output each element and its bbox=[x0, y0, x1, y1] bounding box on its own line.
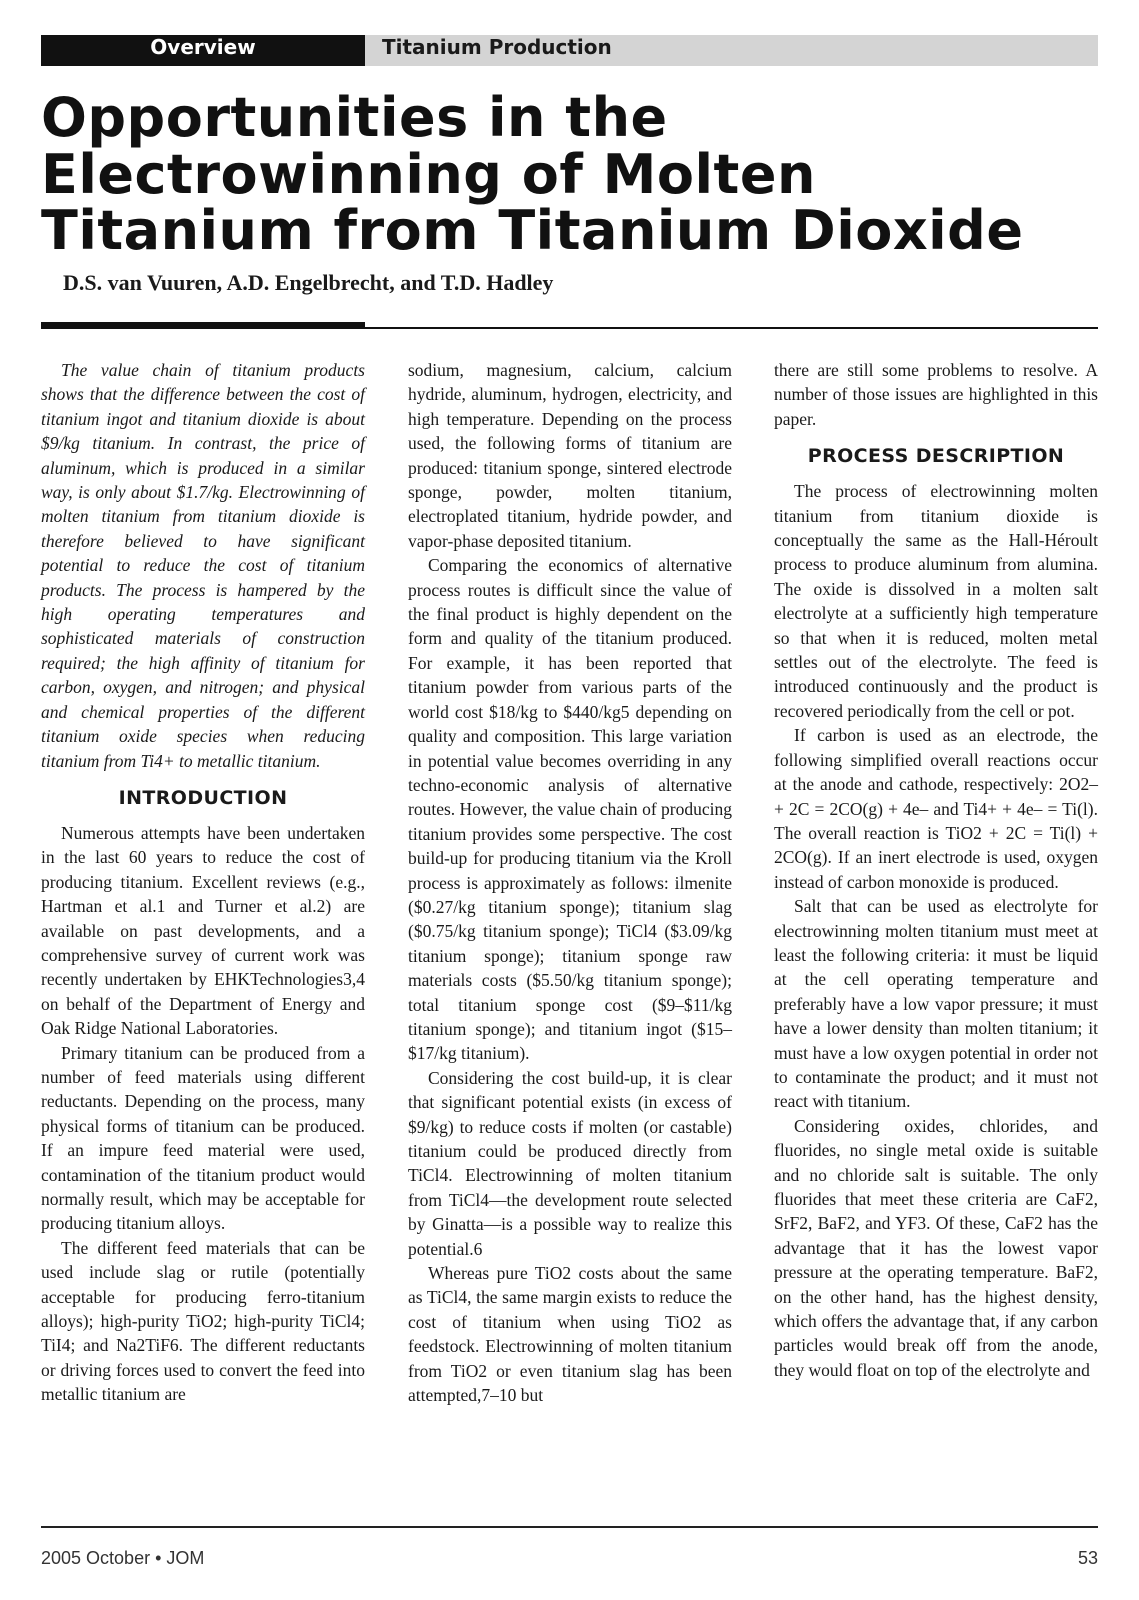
column-2 bbox=[408, 358, 732, 1407]
header-topic-label: Titanium Production bbox=[382, 35, 612, 59]
page-number: 53 bbox=[1077, 1548, 1098, 1568]
heading-introduction: INTRODUCTION bbox=[118, 786, 288, 809]
paragraph: If carbon is used as an electrode, the following simplified overall reactions occur at the anode and cathode, respectively: 2O2– + 2C = 2CO(g) + 4e– and Ti4+ + 4e– = Ti(l). The overall reaction is TiO2 + 2C = Ti(l) + 2CO(g). If an inert electrode is used, oxygen instead of carbon monoxide is produced. bbox=[774, 725, 1098, 892]
heading-process-description: PROCESS DESCRIPTION bbox=[807, 445, 1065, 468]
footer-rule bbox=[41, 1526, 1098, 1528]
paragraph: there are still some problems to resolve. A number of those issues are highlighted in this paper. bbox=[774, 360, 1098, 429]
article-title: Opportunities in the Electrowinning of Molten Titanium from Titanium Dioxide bbox=[41, 86, 1024, 263]
title-rule-thick bbox=[41, 322, 365, 329]
paragraph: Numerous attempts have been undertaken in the last 60 years to reduce the cost of producing titanium. Excellent reviews (e.g., Hartman et al.1 and Turner et al.2) are available on past developments, and a comprehensive survey of current work was recently undertaken by EHKTechnologies3,4 on behalf of the Department of Energy and Oak Ridge National Laboratories. bbox=[41, 822, 365, 1039]
paragraph: Salt that can be used as electrolyte for electrowinning molten titanium must meet at least the following criteria: it must be liquid at the cell operating temperature and preferably have a low vapor pressure; it must have a lower density than molten titanium; it must have a low oxygen potential in order not to contaminate the product; and it must not react with titanium. bbox=[774, 896, 1098, 1112]
paragraph: Considering the cost build-up, it is clear that significant potential exists (in excess of $9/kg) to reduce costs if molten (or castable) titanium could be produced directly from TiCl4. Electrowinning of molten titanium from TiCl4—the development route selected by Ginatta—is a possible way to realize this potential.6 bbox=[408, 1067, 732, 1259]
paragraph: sodium, magnesium, calcium, calcium hydride, aluminum, hydrogen, electricity, and high temperature. Depending on the process used, the following forms of titanium are produced: titanium sponge, sintered electrode sponge, powder, molten titanium, electroplated titanium, hydride powder, and vapor-phase deposited titanium. bbox=[408, 360, 732, 551]
footer-journal: 2005 October • JOM bbox=[41, 1548, 205, 1568]
paragraph: The process of electrowinning molten titanium from titanium dioxide is conceptually the same as the Hall-Héroult process to produce aluminum from alumina. The oxide is dissolved in a molten salt electrolyte at a sufficiently high temperature so that when it is reduced, molten metal settles out of the electrolyte. The feed is introduced continuously and the product is recovered periodically from the cell or pot. bbox=[774, 481, 1098, 721]
header-section-label: Overview bbox=[150, 35, 256, 59]
section-header-bar bbox=[41, 35, 1098, 66]
paragraph: Whereas pure TiO2 costs about the same as TiCl4, the same margin exists to reduce the cost of titanium when using TiO2 as feedstock. Electrowinning of molten titanium from TiO2 or even titanium slag has been attempted,7–10 but bbox=[408, 1263, 732, 1406]
paragraph: Comparing the economics of alternative process routes is difficult since the value of the final product is highly dependent on the form and quality of the titanium produced. For example, it has been reported that titanium powder from various parts of the world cost $18/kg to $440/kg5 depending on quality and composition. This large variation in potential value becomes overriding in any techno-economic analysis of alternative routes. However, the value chain of producing titanium provides some perspective. The cost build-up for producing titanium via the Kroll process is approximately as follows: ilmenite ($0.27/kg titanium sponge); titanium slag ($0.75/kg titanium sponge); TiCl4 ($3.09/kg titanium sponge); titanium sponge raw materials costs ($5.50/kg titanium sponge); total titanium sponge cost ($9–$11/kg titanium sponge); and titanium ingot ($15–$17/kg titanium). bbox=[408, 555, 732, 1064]
column-1 bbox=[41, 358, 365, 1407]
paragraph: Considering oxides, chlorides, and fluorides, no single metal oxide is suitable and no chloride salt is suitable. The only fluorides that meet these criteria are CaF2, SrF2, BaF2, and YF3. Of these, CaF2 has the advantage that it has the lowest vapor pressure at the operating temperature. BaF2, on the other hand, has the highest density, which offers the advantage that, if any carbon particles would break off from the anode, they would float on top of the electrolyte and bbox=[774, 1115, 1098, 1380]
abstract: The value chain of titanium products shows that the difference between the cost of titanium ingot and titanium dioxide is about $9/kg titanium. In contrast, the price of aluminum, which is produced in a similar way, is only about $1.7/kg. Electrowinning of molten titanium from titanium dioxide is therefore believed to have significant potential to reduce the cost of titanium products. The process is hampered by the high operating temperatures and sophisticated materials of construction required; the high affinity of titanium for carbon, oxygen, and nitrogen; and physical and chemical properties of the different titanium oxide species when reducing titanium from Ti4+ to metallic titanium. bbox=[41, 360, 365, 771]
article-authors: D.S. van Vuuren, A.D. Engelbrecht, and T.D. Hadley bbox=[63, 270, 554, 295]
paragraph: The different feed materials that can be used include slag or rutile (potentially acceptable for producing ferro-titanium alloys); high-purity TiO2; high-purity TiCl4; TiI4; and Na2TiF6. The different reductants or driving forces used to convert the feed into metallic titanium are bbox=[41, 1237, 365, 1405]
paragraph: Primary titanium can be produced from a number of feed materials using different reductants. Depending on the process, many physical forms of titanium can be produced. If an impure feed material were used, contamination of the titanium product would normally result, which may be acceptable for producing titanium alloys. bbox=[41, 1042, 365, 1234]
title-rule-thin bbox=[365, 327, 1098, 329]
column-3 bbox=[774, 358, 1098, 1382]
